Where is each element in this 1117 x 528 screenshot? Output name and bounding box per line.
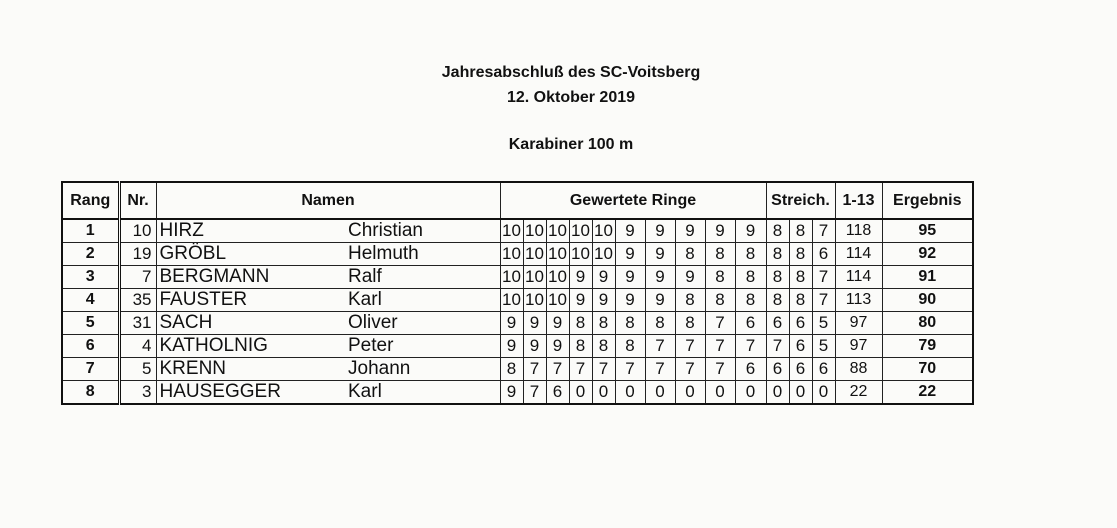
ring-cell: 9 xyxy=(615,289,645,312)
rang-cell: 1 xyxy=(62,219,119,243)
ring-cell: 9 xyxy=(735,219,766,243)
firstname-cell: Johann xyxy=(346,358,500,381)
ring-cell: 9 xyxy=(675,219,705,243)
ring-cell: 0 xyxy=(735,381,766,405)
rang-cell: 4 xyxy=(62,289,119,312)
ring-cell: 8 xyxy=(705,243,735,266)
ring-cell: 10 xyxy=(569,219,592,243)
total-cell: 114 xyxy=(835,266,882,289)
ring-cell: 9 xyxy=(500,312,523,335)
ring-cell: 10 xyxy=(546,243,569,266)
lastname-cell: KATHOLNIG xyxy=(156,335,346,358)
ring-cell: 10 xyxy=(523,289,546,312)
rang-cell: 2 xyxy=(62,243,119,266)
ring-cell: 10 xyxy=(523,243,546,266)
ring-cell: 7 xyxy=(645,335,675,358)
ergebnis-cell: 80 xyxy=(882,312,973,335)
ring-cell: 9 xyxy=(546,312,569,335)
nr-cell: 3 xyxy=(119,381,156,405)
ring-cell: 8 xyxy=(735,266,766,289)
ring-cell: 10 xyxy=(546,266,569,289)
ring-cell: 9 xyxy=(569,266,592,289)
ring-cell: 8 xyxy=(675,243,705,266)
ring-cell: 0 xyxy=(705,381,735,405)
ring-cell: 7 xyxy=(675,358,705,381)
firstname-cell: Christian xyxy=(346,219,500,243)
streich-cell: 5 xyxy=(812,335,835,358)
ring-cell: 9 xyxy=(500,381,523,405)
ring-cell: 10 xyxy=(546,219,569,243)
ring-cell: 0 xyxy=(675,381,705,405)
lastname-cell: SACH xyxy=(156,312,346,335)
total-cell: 22 xyxy=(835,381,882,405)
ring-cell: 8 xyxy=(675,289,705,312)
ring-cell: 10 xyxy=(500,219,523,243)
ring-cell: 0 xyxy=(569,381,592,405)
ring-cell: 6 xyxy=(735,358,766,381)
firstname-cell: Karl xyxy=(346,381,500,405)
streich-cell: 8 xyxy=(766,219,789,243)
nr-cell: 7 xyxy=(119,266,156,289)
streich-cell: 8 xyxy=(766,243,789,266)
total-cell: 97 xyxy=(835,335,882,358)
ergebnis-cell: 92 xyxy=(882,243,973,266)
streich-cell: 6 xyxy=(766,358,789,381)
ring-cell: 7 xyxy=(523,358,546,381)
col-total-header: 1-13 xyxy=(835,182,882,219)
streich-cell: 6 xyxy=(812,358,835,381)
streich-cell: 8 xyxy=(766,289,789,312)
ring-cell: 0 xyxy=(645,381,675,405)
ring-cell: 9 xyxy=(523,335,546,358)
streich-cell: 7 xyxy=(812,219,835,243)
ring-cell: 0 xyxy=(592,381,615,405)
streich-cell: 7 xyxy=(766,335,789,358)
ring-cell: 9 xyxy=(615,219,645,243)
streich-cell: 6 xyxy=(789,312,812,335)
streich-cell: 6 xyxy=(789,335,812,358)
ring-cell: 9 xyxy=(592,289,615,312)
lastname-cell: BERGMANN xyxy=(156,266,346,289)
ring-cell: 7 xyxy=(592,358,615,381)
streich-cell: 8 xyxy=(789,243,812,266)
streich-cell: 6 xyxy=(766,312,789,335)
lastname-cell: KRENN xyxy=(156,358,346,381)
lastname-cell: HIRZ xyxy=(156,219,346,243)
col-nr-header: Nr. xyxy=(119,182,156,219)
streich-cell: 7 xyxy=(812,289,835,312)
ergebnis-cell: 90 xyxy=(882,289,973,312)
col-ergebnis-header: Ergebnis xyxy=(882,182,973,219)
ring-cell: 9 xyxy=(500,335,523,358)
ergebnis-cell: 91 xyxy=(882,266,973,289)
ring-cell: 9 xyxy=(645,243,675,266)
table-row xyxy=(62,266,973,289)
discipline-title: Karabiner 100 m xyxy=(508,136,634,153)
ring-cell: 10 xyxy=(500,243,523,266)
ring-cell: 10 xyxy=(592,219,615,243)
ergebnis-cell: 22 xyxy=(882,381,973,405)
lastname-cell: FAUSTER xyxy=(156,289,346,312)
streich-cell: 0 xyxy=(789,381,812,405)
ring-cell: 0 xyxy=(615,381,645,405)
rang-cell: 8 xyxy=(62,381,119,405)
ring-cell: 7 xyxy=(615,358,645,381)
ring-cell: 7 xyxy=(645,358,675,381)
rang-cell: 7 xyxy=(62,358,119,381)
ring-cell: 7 xyxy=(705,335,735,358)
ring-cell: 9 xyxy=(592,266,615,289)
rang-cell: 6 xyxy=(62,335,119,358)
ergebnis-cell: 95 xyxy=(882,219,973,243)
total-cell: 118 xyxy=(835,219,882,243)
col-streich-header: Streich. xyxy=(766,182,835,219)
firstname-cell: Ralf xyxy=(346,266,500,289)
ring-cell: 8 xyxy=(735,289,766,312)
firstname-cell: Helmuth xyxy=(346,243,500,266)
firstname-cell: Karl xyxy=(346,289,500,312)
streich-cell: 0 xyxy=(812,381,835,405)
ring-cell: 7 xyxy=(675,335,705,358)
ring-cell: 7 xyxy=(523,381,546,405)
streich-cell: 7 xyxy=(812,266,835,289)
table-row xyxy=(62,289,973,312)
ring-cell: 8 xyxy=(615,335,645,358)
results-body xyxy=(62,219,973,404)
ring-cell: 7 xyxy=(546,358,569,381)
col-ringe-header: Gewertete Ringe xyxy=(500,182,766,219)
table-header-row xyxy=(62,182,973,219)
streich-cell: 6 xyxy=(789,358,812,381)
col-namen-header: Namen xyxy=(156,182,500,219)
total-cell: 97 xyxy=(835,312,882,335)
ring-cell: 8 xyxy=(500,358,523,381)
nr-cell: 4 xyxy=(119,335,156,358)
ring-cell: 8 xyxy=(675,312,705,335)
ring-cell: 8 xyxy=(569,335,592,358)
ring-cell: 9 xyxy=(615,266,645,289)
col-rang-header: Rang xyxy=(62,182,119,219)
streich-cell: 5 xyxy=(812,312,835,335)
ring-cell: 6 xyxy=(735,312,766,335)
ring-cell: 7 xyxy=(705,358,735,381)
ring-cell: 9 xyxy=(645,219,675,243)
ring-cell: 7 xyxy=(735,335,766,358)
ring-cell: 7 xyxy=(705,312,735,335)
table-row xyxy=(62,335,973,358)
ring-cell: 8 xyxy=(592,335,615,358)
ring-cell: 9 xyxy=(546,335,569,358)
ring-cell: 7 xyxy=(569,358,592,381)
ring-cell: 8 xyxy=(735,243,766,266)
document-title: Jahresabschluß des SC-Voitsberg xyxy=(441,64,701,81)
ring-cell: 9 xyxy=(615,243,645,266)
ring-cell: 8 xyxy=(569,312,592,335)
ring-cell: 9 xyxy=(569,289,592,312)
rang-cell: 5 xyxy=(62,312,119,335)
ring-cell: 6 xyxy=(546,381,569,405)
ring-cell: 9 xyxy=(645,266,675,289)
total-cell: 114 xyxy=(835,243,882,266)
ring-cell: 10 xyxy=(592,243,615,266)
table-row xyxy=(62,219,973,243)
table-row xyxy=(62,358,973,381)
ring-cell: 9 xyxy=(705,219,735,243)
table-row xyxy=(62,243,973,266)
ring-cell: 8 xyxy=(592,312,615,335)
ring-cell: 9 xyxy=(675,266,705,289)
table-row xyxy=(62,312,973,335)
streich-cell: 0 xyxy=(766,381,789,405)
ring-cell: 10 xyxy=(500,289,523,312)
streich-cell: 8 xyxy=(766,266,789,289)
streich-cell: 8 xyxy=(789,266,812,289)
total-cell: 113 xyxy=(835,289,882,312)
ring-cell: 10 xyxy=(500,266,523,289)
ring-cell: 8 xyxy=(705,266,735,289)
ring-cell: 9 xyxy=(523,312,546,335)
streich-cell: 8 xyxy=(789,289,812,312)
ring-cell: 8 xyxy=(705,289,735,312)
nr-cell: 19 xyxy=(119,243,156,266)
ring-cell: 8 xyxy=(615,312,645,335)
lastname-cell: GRÖBL xyxy=(156,243,346,266)
ring-cell: 8 xyxy=(645,312,675,335)
ergebnis-cell: 79 xyxy=(882,335,973,358)
total-cell: 88 xyxy=(835,358,882,381)
event-date: 12. Oktober 2019 xyxy=(506,89,636,106)
nr-cell: 5 xyxy=(119,358,156,381)
ring-cell: 10 xyxy=(546,289,569,312)
nr-cell: 35 xyxy=(119,289,156,312)
ring-cell: 9 xyxy=(645,289,675,312)
results-table xyxy=(61,181,974,405)
ring-cell: 10 xyxy=(569,243,592,266)
rang-cell: 3 xyxy=(62,266,119,289)
firstname-cell: Oliver xyxy=(346,312,500,335)
ring-cell: 10 xyxy=(523,219,546,243)
lastname-cell: HAUSEGGER xyxy=(156,381,346,405)
nr-cell: 31 xyxy=(119,312,156,335)
nr-cell: 10 xyxy=(119,219,156,243)
table-row xyxy=(62,381,973,405)
ring-cell: 10 xyxy=(523,266,546,289)
firstname-cell: Peter xyxy=(346,335,500,358)
streich-cell: 6 xyxy=(812,243,835,266)
streich-cell: 8 xyxy=(789,219,812,243)
ergebnis-cell: 70 xyxy=(882,358,973,381)
